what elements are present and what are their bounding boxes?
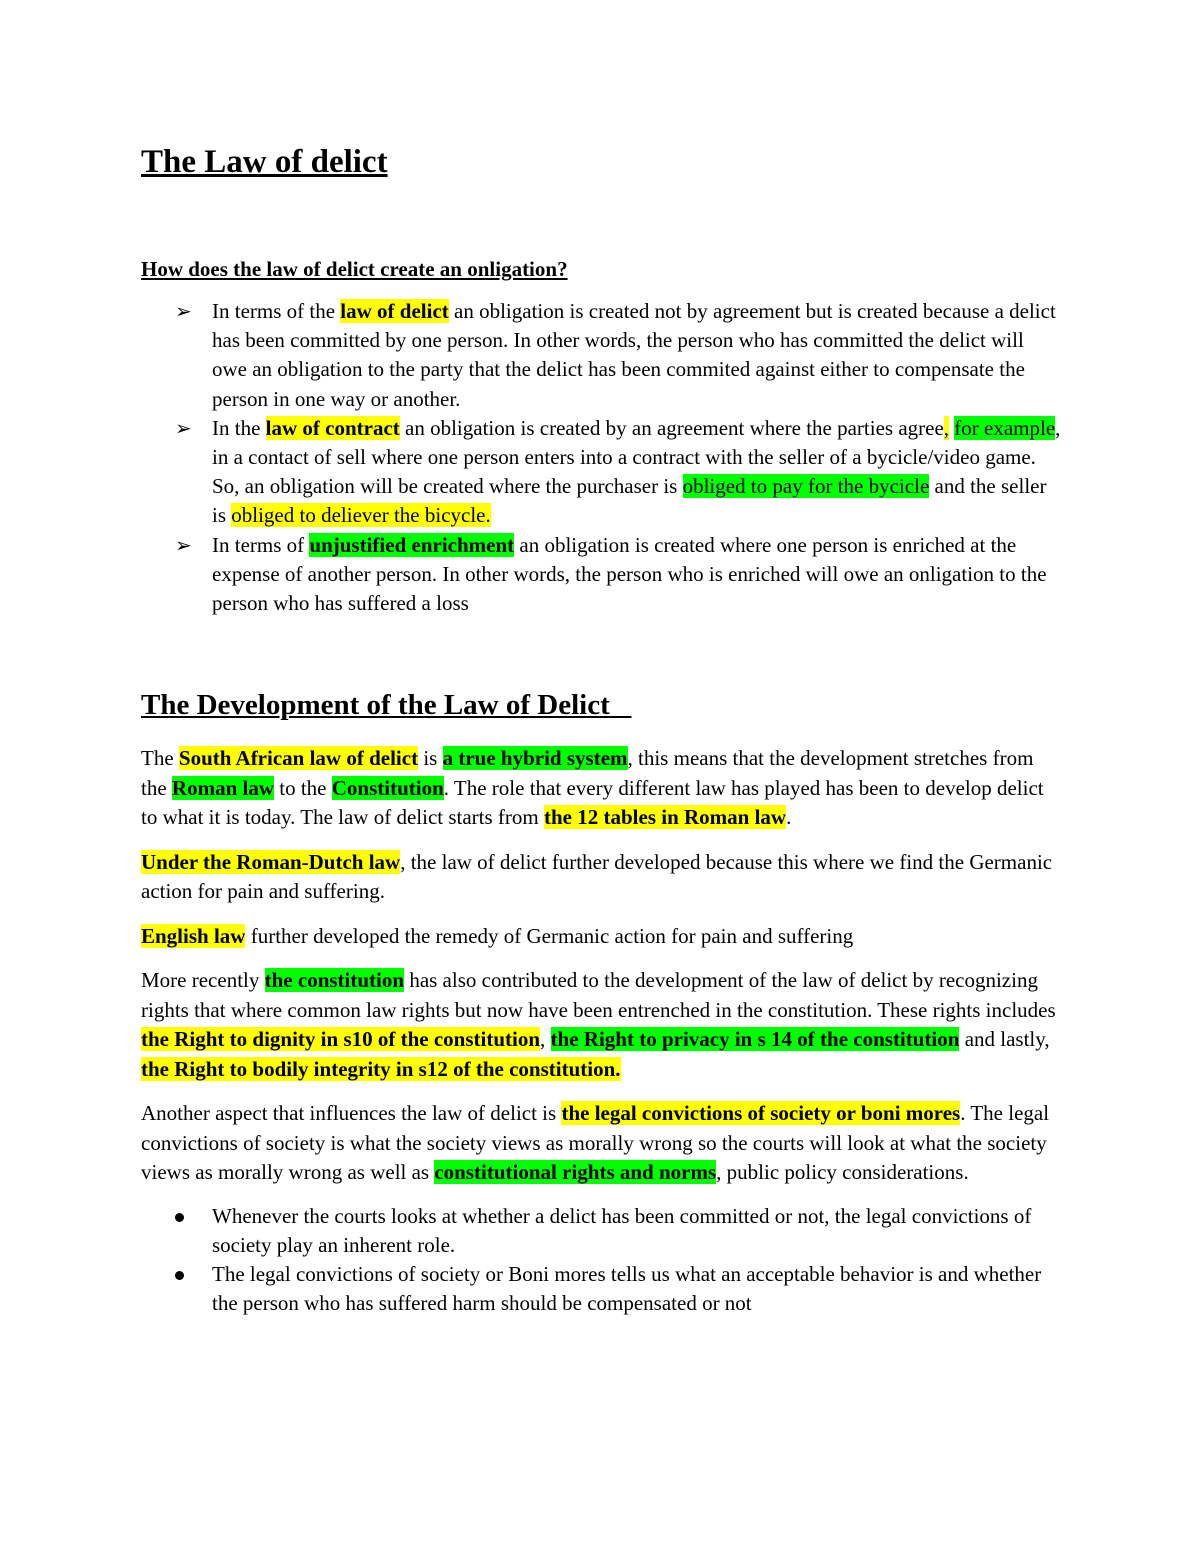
highlight-the-constitution: the constitution bbox=[264, 968, 405, 993]
highlight-12-tables: the 12 tables in Roman law bbox=[544, 805, 787, 830]
convictions-list bbox=[141, 1202, 1061, 1319]
highlight-law-of-contract: law of contract bbox=[265, 415, 400, 440]
obligations-list bbox=[141, 297, 1061, 618]
paragraph-constitution: More recently the constitution has also contributed to the development of the law of delict by recognizing rights that where common law rights but now have been entrenched in the constitution. These rights includes the Right to dignity in s10 of the constitution, the Right to privacy in s 14 of the constitution and lastly, the Right to bodily integrity in s12 of the constitution. bbox=[141, 968, 1056, 1081]
highlight-obliged-to-pay: obliged to pay for the bycicle bbox=[682, 474, 930, 499]
arrow-bullet-icon: ➢ bbox=[175, 532, 192, 557]
highlight-sa-law-of-delict: South African law of delict bbox=[178, 746, 419, 771]
paragraph-hybrid-system: The South African law of delict is a true hybrid system, this means that the development stretches from the Roman law to the Constitution. The role that every different law has played has been to develop delict to what it is today. The law of delict starts from the 12 tables in Roman law. bbox=[141, 746, 1044, 830]
highlight-english-law: English law bbox=[141, 923, 246, 948]
highlight-obliged-to-deliver: obliged to deliever the bicycle. bbox=[231, 503, 491, 528]
highlight-hybrid-system: a true hybrid system bbox=[442, 746, 628, 771]
list-item-contract: ➢ In the law of contract an obligation is created by an agreement where the parties agree, for example, in a contact of sell where one person enters into a contract with the seller of a bycicle/video game. So, an obligation will be created where the purchaser is obliged to pay for the bycicle and the seller is obliged to deliever the bicycle. bbox=[175, 415, 1061, 528]
highlight-constitution: Constitution bbox=[331, 775, 444, 800]
highlight-right-to-privacy: the Right to privacy in s 14 of the constitution bbox=[550, 1027, 960, 1052]
paragraph-roman-dutch: Under the Roman-Dutch law, the law of delict further developed because this where we find the Germanic action for pain and suffering. bbox=[141, 849, 1053, 904]
paragraph-boni-mores: Another aspect that influences the law of delict is the legal convictions of society or boni mores. The legal convictions of society is what the society views as morally wrong so the courts will look at what the society views as morally wrong as well as constitutional rights and norms, public policy considerations. bbox=[141, 1101, 1050, 1185]
section-heading: The Development of the Law of Delict bbox=[141, 689, 610, 722]
bullet-dot-icon bbox=[175, 1271, 184, 1280]
highlight-constitutional-rights: constitutional rights and norms bbox=[434, 1160, 717, 1185]
list-item: Whenever the courts looks at whether a delict has been committed or not, the legal convictions of society play an inherent role. bbox=[141, 1202, 1061, 1260]
highlight-unjustified-enrichment: unjustified enrichment bbox=[309, 532, 515, 557]
list-item-delict: ➢ In terms of the law of delict an obligation is created not by agreement but is created because a delict has been committed by one person. In other words, the person who has committed the delict will owe an obligation to the party that the delict has been commited against either to compensate the person in one way or another. bbox=[175, 299, 1056, 411]
highlight-for-example: for example bbox=[954, 415, 1056, 440]
highlight-roman-law: Roman law bbox=[171, 775, 274, 800]
highlight-boni-mores: the legal convictions of society or boni mores bbox=[561, 1101, 961, 1126]
document-title: The Law of delict bbox=[141, 144, 388, 180]
paragraph-english-law: English law further developed the remedy of Germanic action for pain and suffering bbox=[141, 923, 854, 948]
arrow-bullet-icon: ➢ bbox=[175, 415, 192, 440]
question-heading: How does the law of delict create an onligation? bbox=[141, 257, 568, 281]
highlight-law-of-delict: law of delict bbox=[340, 299, 449, 323]
arrow-bullet-icon: ➢ bbox=[175, 299, 192, 323]
highlight-roman-dutch-law: Under the Roman-Dutch law bbox=[141, 849, 401, 874]
list-item-enrichment: ➢ In terms of unjustified enrichment an obligation is created where one person is enriched at the expense of another person. In other words, the person who is enriched will owe an onligation to the person who has suffered a loss bbox=[175, 532, 1047, 616]
document-page bbox=[141, 140, 1061, 1319]
highlight-right-to-dignity: the Right to dignity in s10 of the constitution bbox=[141, 1027, 541, 1052]
bullet-dot-icon bbox=[175, 1213, 184, 1222]
list-item: The legal convictions of society or Boni mores tells us what an acceptable behavior is and whether the person who has suffered harm should be compensated or not bbox=[141, 1260, 1061, 1318]
highlight-right-to-bodily-integrity: the Right to bodily integrity in s12 of the constitution. bbox=[141, 1056, 621, 1081]
